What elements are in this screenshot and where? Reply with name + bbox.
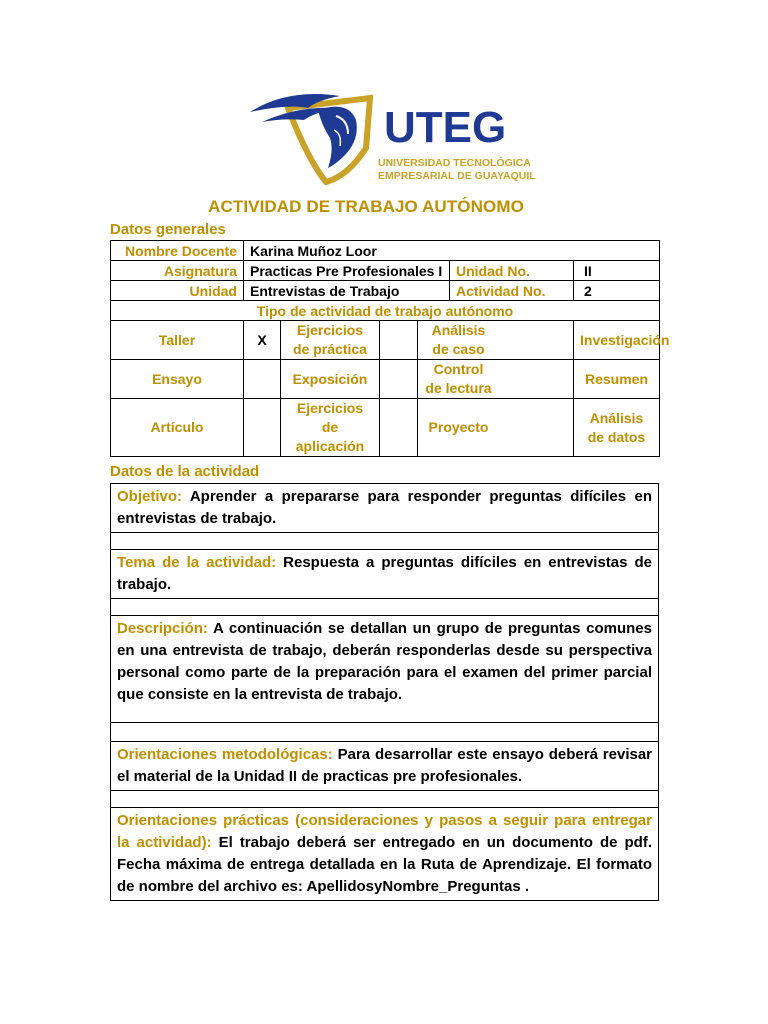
- logo-brand-text: UTEG: [384, 103, 507, 152]
- metodologicas-label: Orientaciones metodológicas:: [117, 746, 333, 763]
- unidad-no-label: Unidad No.: [450, 261, 574, 281]
- table-row: [111, 616, 659, 723]
- unidad-value: Entrevistas de Trabajo: [244, 281, 450, 301]
- datos-generales-table: [110, 240, 670, 457]
- table-row: [111, 723, 659, 742]
- tipo-label: Análisis de datos: [574, 399, 660, 457]
- tipo-label: Artículo: [111, 399, 244, 457]
- logo-line2: EMPRESARIAL DE GUAYAQUIL: [378, 170, 536, 182]
- table-row: [111, 742, 659, 791]
- tipo-mark: [244, 399, 281, 457]
- asignatura-label: Asignatura: [111, 261, 244, 281]
- tipo-mark: [380, 399, 418, 457]
- uteg-logo: [248, 90, 536, 186]
- practicas-text: El trabajo deberá ser entregado en un documento de pdf. Fecha máxima de entrega detallada en la Ruta de Aprendizaje. El formato de nombre del archivo es: ApellidosyNombre_Preguntas .: [117, 834, 652, 895]
- tipo-mark: X: [244, 321, 281, 360]
- tipo-label: Control de lectura: [418, 360, 574, 399]
- table-row: [111, 241, 660, 261]
- tipo-label: Exposición: [281, 360, 380, 399]
- tipo-label: Ensayo: [111, 360, 244, 399]
- docente-value: Karina Muñoz Loor: [244, 241, 660, 261]
- tipo-label: Investigación: [574, 321, 660, 360]
- tipo-label: Ejercicios de aplicación: [281, 399, 380, 457]
- document-title: ACTIVIDAD DE TRABAJO AUTÓNOMO: [208, 197, 524, 216]
- table-row: [111, 281, 660, 301]
- actividad-no-label: Actividad No.: [450, 281, 574, 301]
- metodologicas-cell: [111, 742, 659, 791]
- unidad-no-value: II: [574, 261, 660, 281]
- tipo-label: Ejercicios de práctica: [281, 321, 380, 360]
- table-row: [111, 550, 659, 599]
- logo-line1: UNIVERSIDAD TECNOLÓGICA: [378, 157, 531, 169]
- actividad-no-value: 2: [574, 281, 660, 301]
- tema-text: Respuesta a preguntas difíciles en entrevistas de trabajo.: [117, 554, 653, 593]
- unidad-label: Unidad: [111, 281, 244, 301]
- descripcion-label: Descripción:: [117, 620, 208, 637]
- table-row: [111, 791, 659, 808]
- table-row: [111, 261, 660, 281]
- tipo-mark: [244, 360, 281, 399]
- practicas-cell: [111, 808, 659, 901]
- asignatura-value: Practicas Pre Profesionales I: [244, 261, 450, 281]
- descripcion-text: A continuación se detallan un grupo de preguntas comunes en una entrevista de trabajo, deberán responderlas desde su perspectiva personal como parte de la preparación para el examen del primer parcial que consiste en la entrevista de trabajo.: [117, 620, 652, 703]
- objetivo-text: Aprender a prepararse para responder preguntas difíciles en entrevistas de trabajo.: [117, 488, 652, 527]
- uteg-emblem-icon: [248, 90, 536, 186]
- tipo-label: Proyecto: [418, 399, 574, 457]
- tipo-label: Taller: [111, 321, 244, 360]
- tipo-label: Análisis de caso: [418, 321, 574, 360]
- practicas-label: Orientaciones prácticas (consideraciones y pasos a seguir para entregar la actividad):: [117, 812, 652, 851]
- datos-generales-heading: Datos generales: [110, 221, 226, 238]
- docente-label: Nombre Docente: [111, 241, 244, 261]
- table-row: [111, 484, 659, 533]
- tipo-mark: [380, 360, 418, 399]
- tipo-mark: [380, 321, 418, 360]
- descripcion-cell: [111, 616, 659, 723]
- tipo-label: Resumen: [574, 360, 660, 399]
- tema-cell: [111, 550, 659, 599]
- table-row: [111, 321, 660, 360]
- table-row: [111, 360, 660, 399]
- objetivo-label: Objetivo:: [117, 488, 183, 505]
- table-row: [111, 399, 660, 457]
- objetivo-cell: [111, 484, 659, 533]
- metodologicas-text: Para desarrollar este ensayo deberá revisar el material de la Unidad II de practicas pre profesionales.: [117, 746, 653, 785]
- table-row: [111, 599, 659, 616]
- tipo-actividad-heading: Tipo de actividad de trabajo autónomo: [111, 301, 660, 321]
- datos-actividad-heading: Datos de la actividad: [110, 463, 260, 480]
- table-row: [111, 301, 660, 321]
- datos-actividad-table: [110, 483, 659, 901]
- table-row: [111, 533, 659, 550]
- tema-label: Tema de la actividad:: [117, 554, 277, 571]
- table-row: [111, 808, 659, 901]
